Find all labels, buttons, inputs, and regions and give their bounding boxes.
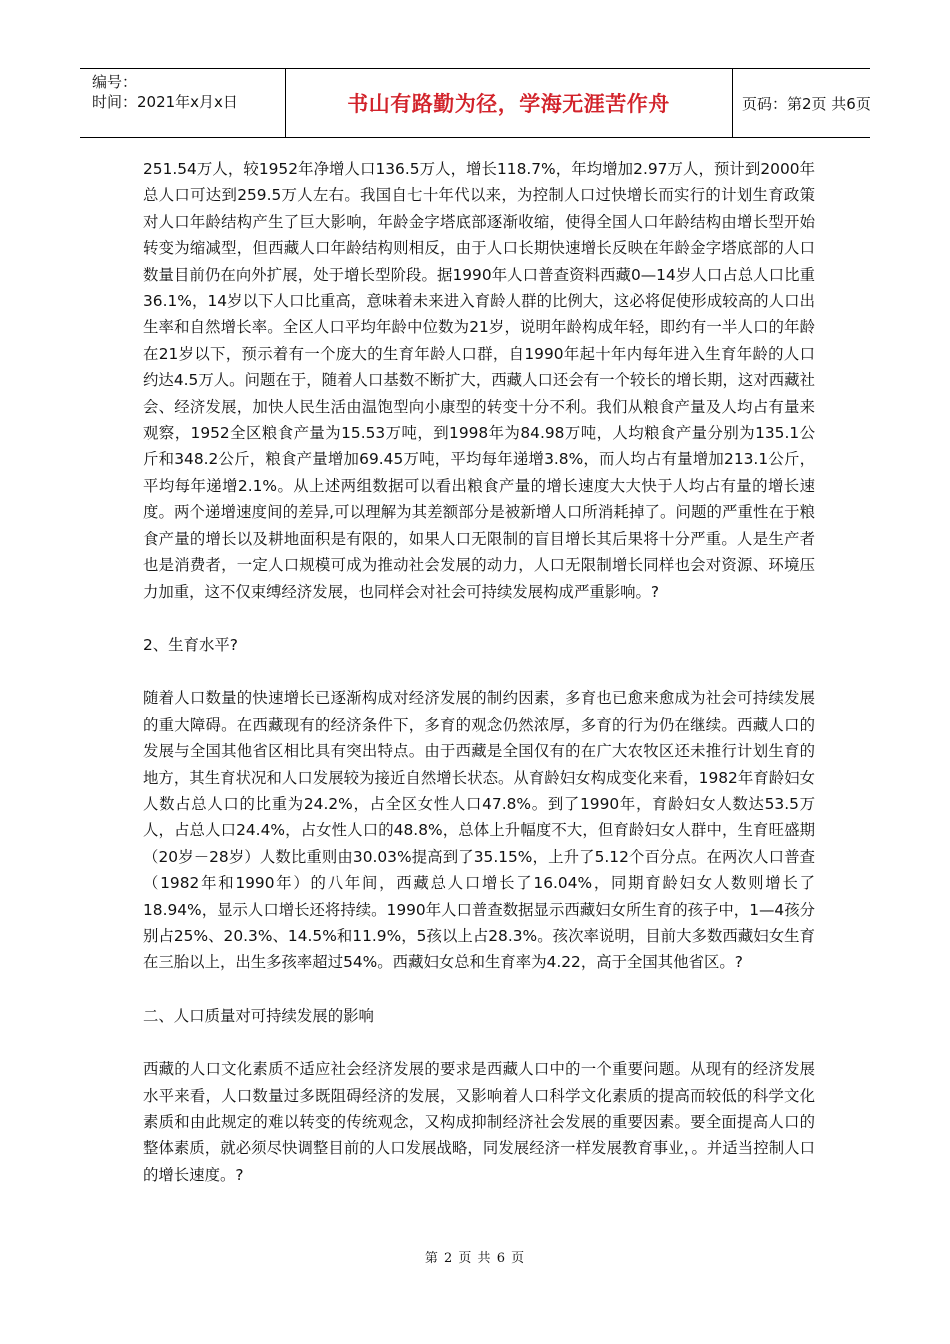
document-body <box>143 156 815 1188</box>
header-motto: 书山有路勤为径，学海无涯苦作舟 <box>347 92 670 116</box>
section-heading: 2、生育水平? <box>143 635 238 654</box>
page-header <box>80 68 870 138</box>
header-page-cell <box>732 69 870 137</box>
body-paragraph: 随着人口数量的快速增长已逐渐构成对经济发展的制约因素，多育也已愈来愈成为社会可持续发展的重大障碍。在西藏现有的经济条件下，多育的观念仍然浓厚，多育的行为仍在继续。西藏人口的发展与全国其他省区相比具有突出特点。由于西藏是全国仅有的在广大农牧区还未推行计划生育的地方，其生育状况和人口发展较为接近自然增长状态。从育龄妇女构成变化来看，1982年育龄妇女人数占总人口的比重为24.2%，占全区女性人口47.8%。到了1990年，育龄妇女人数达53.5万人，占总人口24.4%，占女性人口的48.8%，总体上升幅度不大，但育龄妇女人群中，生育旺盛期（20岁－28岁）人数比重则由30.03%提高到了35.15%，上升了5.12个百分点。在两次人口普查（1982年和1990年）的八年间，西藏总人口增长了16.04%，同期育龄妇女人数则增长了18.94%，显示人口增长还将持续。1990年人口普查数据显示西藏妇女所生育的孩子中，1—4孩分别占25%、20.3%、14.5%和11.9%，5孩以上占28.3%。孩次率说明，目前大多数西藏妇女生育在三胎以上，出生多孩率超过54%。西藏妇女总和生育率为4.22，高于全国其他省区。? <box>143 689 815 972</box>
body-paragraph: 西藏的人口文化素质不适应社会经济发展的要求是西藏人口中的一个重要问题。从现有的经济发展水平来看，人口数量过多既阻碍经济的发展，又影响着人口科学文化素质的提高而较低的科学文化素质和由此规定的难以转变的传统观念，又构成抑制经济社会发展的重要因素。要全面提高人口的整体素质，就必须尽快调整目前的人口发展战略，同发展经济一样发展教育事业，。并适当控制人口的增长速度。? <box>143 1060 815 1184</box>
section-heading: 二、人口质量对可持续发展的影响 <box>143 1006 374 1025</box>
document-number-label: 编号： <box>92 73 138 91</box>
header-motto-cell <box>285 69 733 137</box>
header-meta <box>80 69 286 137</box>
page-footer: 第 2 页 共 6 页 <box>424 1251 526 1266</box>
document-date: 时间：2021年x月x日 <box>92 93 238 111</box>
header-page-info: 页码：第2页 共6页 <box>742 94 871 113</box>
body-paragraph: 251.54万人，较1952年净增人口136.5万人，增长118.7%，年均增加2.97万人，预计到2000年总人口可达到259.5万人左右。我国自七十年代以来，为控制人口过快增长而实行的计划生育政策对人口年龄结构产生了巨大影响，年龄金字塔底部逐渐收缩，使得全国人口年龄结构由增长型开始转变为缩减型，但西藏人口年龄结构则相反，由于人口长期快速增长反映在年龄金字塔底部的人口数量目前仍在向外扩展，处于增长型阶段。据1990年人口普查资料西藏0—14岁人口占总人口比重36.1%，14岁以下人口比重高，意味着未来进入育龄人群的比例大，这必将促使形成较高的人口出生率和自然增长率。全区人口平均年龄中位数为21岁，说明年龄构成年轻，即约有一半人口的年龄在21岁以下，预示着有一个庞大的生育年龄人口群，自1990年起十年内每年进入生育年龄的人口约达4.5万人。问题在于，随着人口基数不断扩大，西藏人口还会有一个较长的增长期，这对西藏社会、经济发展，加快人民生活由温饱型向小康型的转变十分不利。我们从粮食产量及人均占有量来观察，1952全区粮食产量为15.53万吨，到1998年为84.98万吨，人均粮食产量分别为135.1公斤和348.2公斤，粮食产量增加69.45万吨，平均每年递增3.8%，而人均占有量增加213.1公斤，平均每年递增2.1%。从上述两组数据可以看出粮食产量的增长速度大大快于人均占有量的增长速度。两个递增速度间的差异,可以理解为其差额部分是被新增人口所消耗掉了。问题的严重性在于粮食产量的增长以及耕地面积是有限的，如果人口无限制的盲目增长其后果将十分严重。人是生产者也是消费者，一定人口规模可成为推动社会发展的动力，人口无限制增长同样也会对资源、环境压力加重，这不仅束缚经济发展，也同样会对社会可持续发展构成严重影响。? <box>143 160 815 601</box>
